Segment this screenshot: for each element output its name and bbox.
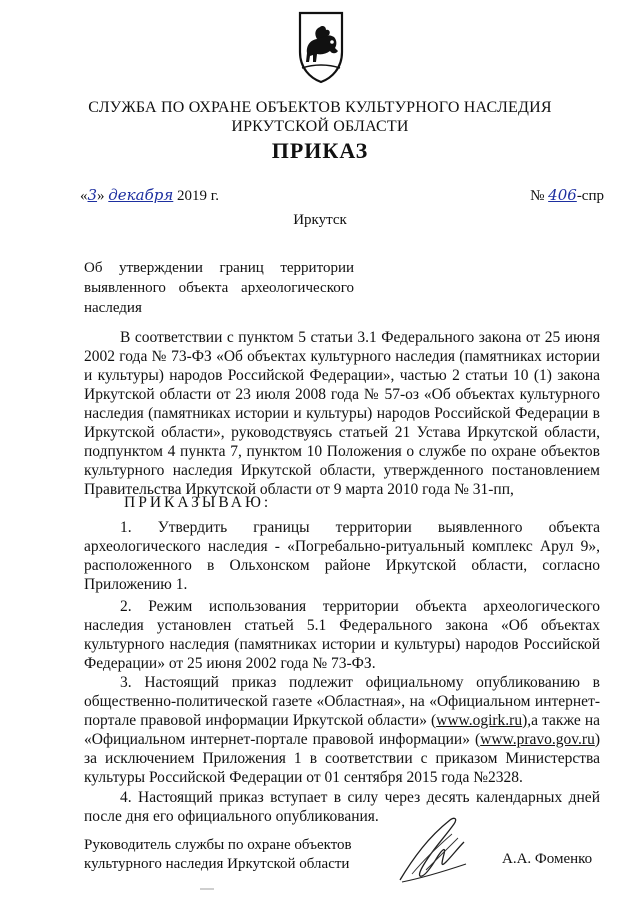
ogirk-link[interactable]: www.ogirk.ru xyxy=(436,712,523,729)
order-item-4-text: 4. Настоящий приказ вступает в силу через десять календарных дней после дня его официального опубликования. xyxy=(84,789,600,825)
date-year: 2019 г. xyxy=(177,188,219,204)
pravo-link[interactable]: www.pravo.gov.ru xyxy=(480,731,595,748)
preamble-paragraph xyxy=(84,328,600,499)
order-date xyxy=(80,186,219,205)
signatory-position-line1: Руководитель службы по охране объектов xyxy=(84,837,352,853)
order-item-3-text-a: 3. Настоящий приказ подлежит официальному опубликованию в общественно-политической газете «Областная», на «Официальном интернет-портале правовой информации Иркутской области» ( xyxy=(84,674,600,729)
agency-name-line2: ИРКУТСКОЙ ОБЛАСТИ xyxy=(231,118,409,135)
date-open-quote: « xyxy=(80,188,88,204)
signatory-position xyxy=(84,836,352,874)
coat-of-arms-icon xyxy=(296,10,346,84)
document-title: ПРИКАЗ xyxy=(271,138,369,163)
city-name: Иркутск xyxy=(293,212,347,228)
order-item-2-text: 2. Режим использования территории объекта археологического наследия установлен статьей 5.1 Федерального закона «Об объектах культурного наследия (памятниках истории и культуры) народов Российской Федерации» от 25 июня 2002 года № 73-ФЗ. xyxy=(84,598,600,672)
order-subject: Об утверждении границ территории выявленного объекта археологического наследия xyxy=(84,260,354,316)
date-close-quote: » xyxy=(97,188,105,204)
order-item-3 xyxy=(84,673,600,787)
order-item-3-text-c: ) за исключением Приложения 1 в соответствии с приказом Министерства культуры Российской Федерации от 01 сентября 2015 года №2328. xyxy=(84,731,600,786)
order-item-3-text-b: ),а также на «Официальном интернет-портале правовой информации» ( xyxy=(84,712,600,748)
order-number xyxy=(530,186,604,205)
date-month-handwritten: декабря xyxy=(108,186,174,204)
order-item-1 xyxy=(84,518,600,594)
preamble-text: В соответствии с пунктом 5 статьи 3.1 Федерального закона от 25 июня 2002 года № 73-ФЗ «Об объектах культурного наследия (памятниках истории и культуры) народов Российской Федерации», частью 2 статьи 10 (1) закона Иркутской области от 23 июля 2008 года № 57-оз «Об объектах культурного наследия (памятниках истории и культуры) народов Российской Федерации в Иркутской области», руководствуясь статьей 21 Устава Иркутской области, подпунктом 4 пункта 7, пунктом 10 Положения о службе по охране объектов культурного наследия Иркутской области, утвержденного постановлением Правительства Иркутской области от 9 марта 2010 года № 31-пп, xyxy=(84,329,600,498)
directive-heading: ПРИКАЗЫВАЮ: xyxy=(124,494,272,511)
number-handwritten: 406 xyxy=(548,186,577,204)
number-suffix: -спр xyxy=(576,188,604,204)
agency-name-line1: СЛУЖБА ПО ОХРАНЕ ОБЪЕКТОВ КУЛЬТУРНОГО НАСЛЕДИЯ xyxy=(88,99,552,116)
order-item-4 xyxy=(84,788,600,826)
signatory-position-line2: культурного наследия Иркутской области xyxy=(84,856,350,872)
date-day-handwritten: 3 xyxy=(87,186,98,204)
signatory-name: А.А. Фоменко xyxy=(502,851,593,867)
handwritten-signature-icon xyxy=(392,812,492,886)
order-item-2 xyxy=(84,597,600,673)
number-sign: № xyxy=(530,188,545,204)
order-item-1-text: 1. Утвердить границы территории выявленного объекта археологического наследия - «Погребально-ритуальный комплекс Арул 9», расположенного в Ольхонском районе Иркутской области, согласно Приложению 1. xyxy=(84,519,600,593)
page-footer-mark xyxy=(200,888,214,890)
